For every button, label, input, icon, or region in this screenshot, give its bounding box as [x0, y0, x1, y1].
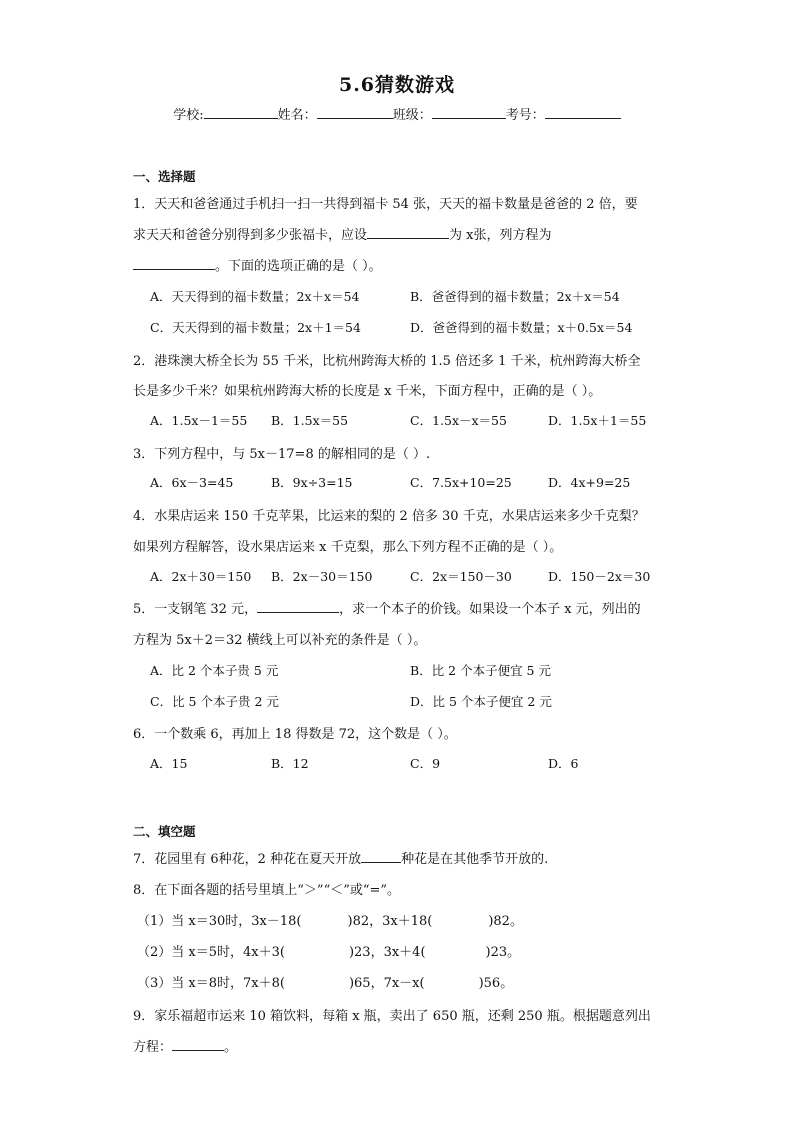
q1-option-b[interactable]: B．爸爸得到的福卡数量；2x＋x＝54 — [410, 289, 620, 304]
q6-option-a[interactable]: A．15 — [150, 756, 188, 771]
q5-option-a[interactable]: A．比 2 个本子贵 5 元 — [150, 663, 279, 678]
q2-option-d[interactable]: D．1.5x＋1＝55 — [548, 413, 647, 428]
q1-line2-text-b: 为 x张，列方程为 — [449, 228, 552, 243]
q4-line2: 如果列方程解答，设水果店运来 x 千克梨，那么下列方程不正确的是（ ）。 — [133, 540, 563, 555]
q8-row1-a: （1）当 x＝30时，3x－18( — [137, 914, 302, 929]
q5-line2: 方程为 5x＋2＝32 横线上可以补充的条件是（ ）。 — [133, 633, 427, 648]
q8-row3-c: )56。 — [478, 976, 514, 991]
q4-option-b[interactable]: B．2x－30＝150 — [271, 569, 373, 584]
q5-option-c[interactable]: C．比 5 个本子贵 2 元 — [150, 694, 279, 709]
name-label: 姓名： — [277, 108, 317, 123]
q8-row1-b: )82，3x＋18( — [347, 914, 433, 929]
q5-line1-text-a: 5．一支钢笔 32 元， — [133, 602, 258, 617]
q8-row3-b: )65，7x－x( — [348, 976, 425, 991]
q4-option-c[interactable]: C．2x＝150－30 — [410, 569, 512, 584]
q8-row3 — [137, 972, 513, 991]
q7-blank[interactable] — [361, 850, 401, 863]
q3-option-b[interactable]: B．9x÷3=15 — [271, 475, 353, 490]
class-blank[interactable] — [432, 105, 506, 119]
name-blank[interactable] — [317, 105, 393, 119]
q9-text-a: 方程： — [133, 1040, 173, 1055]
q1-line3-text: 。下面的选项正确的是（ ）。 — [215, 259, 382, 274]
section-heading-fill: 二、填空题 — [133, 824, 196, 839]
q9-line1: 9．家乐福超市运来 10 箱饮料，每箱 x 瓶，卖出了 650 瓶，还剩 250 瓶。根据题意列出 — [133, 1009, 651, 1024]
q2-option-c[interactable]: C．1.5x－x＝55 — [410, 413, 507, 428]
q8-row3-a: （3）当 x＝8时，7x＋8( — [137, 976, 285, 991]
q7-text-b: 种花是在其他季节开放的. — [401, 852, 549, 867]
q4-line1: 4．水果店运来 150 千克苹果，比运来的梨的 2 倍多 30 千克，水果店运来多少千克梨？ — [133, 509, 645, 524]
q1-line1: 1．天天和爸爸通过手机扫一扫一共得到福卡 54 张，天天的福卡数量是爸爸的 2 倍，要 — [133, 197, 638, 212]
q5-option-d[interactable]: D．比 5 个本子便宜 2 元 — [410, 694, 552, 709]
q3-option-d[interactable]: D．4x+9=25 — [548, 475, 631, 490]
q8-row2-c: )23。 — [485, 945, 521, 960]
q8-row2-b: )23，3x＋4( — [348, 945, 426, 960]
q3-option-c[interactable]: C．7.5x+10=25 — [410, 475, 512, 490]
page-title: 5.6猜数游戏 — [338, 74, 456, 96]
q6-option-c[interactable]: C．9 — [410, 756, 441, 771]
q2-line1: 2．港珠澳大桥全长为 55 千米，比杭州跨海大桥的 1.5 倍还多 1 千米，杭州跨海大桥全 — [133, 354, 641, 369]
student-info-line — [0, 104, 794, 123]
q1-option-d[interactable]: D．爸爸得到的福卡数量；x＋0.5x＝54 — [410, 320, 633, 335]
q2-line2: 长是多少千米？如果杭州跨海大桥的长度是 x 千米，下面方程中，正确的是（ ）。 — [133, 384, 602, 399]
number-label: 考号： — [505, 108, 545, 123]
q6-line1: 6．一个数乘 6，再加上 18 得数是 72，这个数是（ ）。 — [133, 727, 457, 742]
q3-option-a[interactable]: A．6x－3=45 — [150, 475, 234, 490]
section-heading-choice: 一、选择题 — [133, 169, 196, 184]
q5-line1 — [133, 598, 641, 617]
q8-row1 — [137, 910, 523, 929]
q6-option-b[interactable]: B．12 — [271, 756, 309, 771]
q1-option-c[interactable]: C．天天得到的福卡数量；2x＋1＝54 — [150, 320, 361, 335]
q8-row2 — [137, 941, 520, 960]
q4-option-d[interactable]: D．150－2x＝30 — [548, 569, 651, 584]
class-label: 班级： — [392, 108, 432, 123]
q5-line1-text-b: ，求一个本子的价钱。如果设一个本子 x 元，列出的 — [339, 602, 641, 617]
q1-blank-1[interactable] — [367, 226, 449, 239]
q6-option-d[interactable]: D．6 — [548, 756, 579, 771]
q9-blank[interactable] — [172, 1038, 224, 1051]
school-blank[interactable] — [204, 105, 278, 119]
q1-line2-text-a: 求天天和爸爸分别得到多少张福卡，应设 — [133, 228, 368, 243]
q1-option-a[interactable]: A．天天得到的福卡数量；2x＋x＝54 — [150, 289, 360, 304]
q8-line1: 8．在下面各题的括号里填上“＞”“＜”或“=”。 — [133, 883, 401, 898]
q1-blank-2[interactable] — [133, 257, 215, 270]
q8-row2-a: （2）当 x＝5时，4x＋3( — [137, 945, 285, 960]
q2-option-b[interactable]: B．1.5x＝55 — [271, 413, 349, 428]
q9-text-b: 。 — [224, 1040, 238, 1055]
q1-line3 — [133, 255, 382, 274]
q2-option-a[interactable]: A．1.5x－1＝55 — [150, 413, 248, 428]
school-label: 学校: — [173, 108, 204, 123]
q3-line1: 3．下列方程中，与 5x－17=8 的解相同的是（ ）. — [133, 447, 431, 462]
q5-blank[interactable] — [257, 600, 339, 613]
q8-row1-c: )82。 — [488, 914, 523, 929]
q5-option-b[interactable]: B．比 2 个本子便宜 5 元 — [410, 663, 551, 678]
q4-option-a[interactable]: A．2x＋30＝150 — [150, 569, 252, 584]
q7-line1 — [133, 848, 548, 867]
number-blank[interactable] — [545, 105, 621, 119]
q9-line2 — [133, 1036, 237, 1055]
q1-line2 — [133, 224, 551, 243]
q7-text-a: 7．花园里有 6种花，2 种花在夏天开放 — [133, 852, 362, 867]
